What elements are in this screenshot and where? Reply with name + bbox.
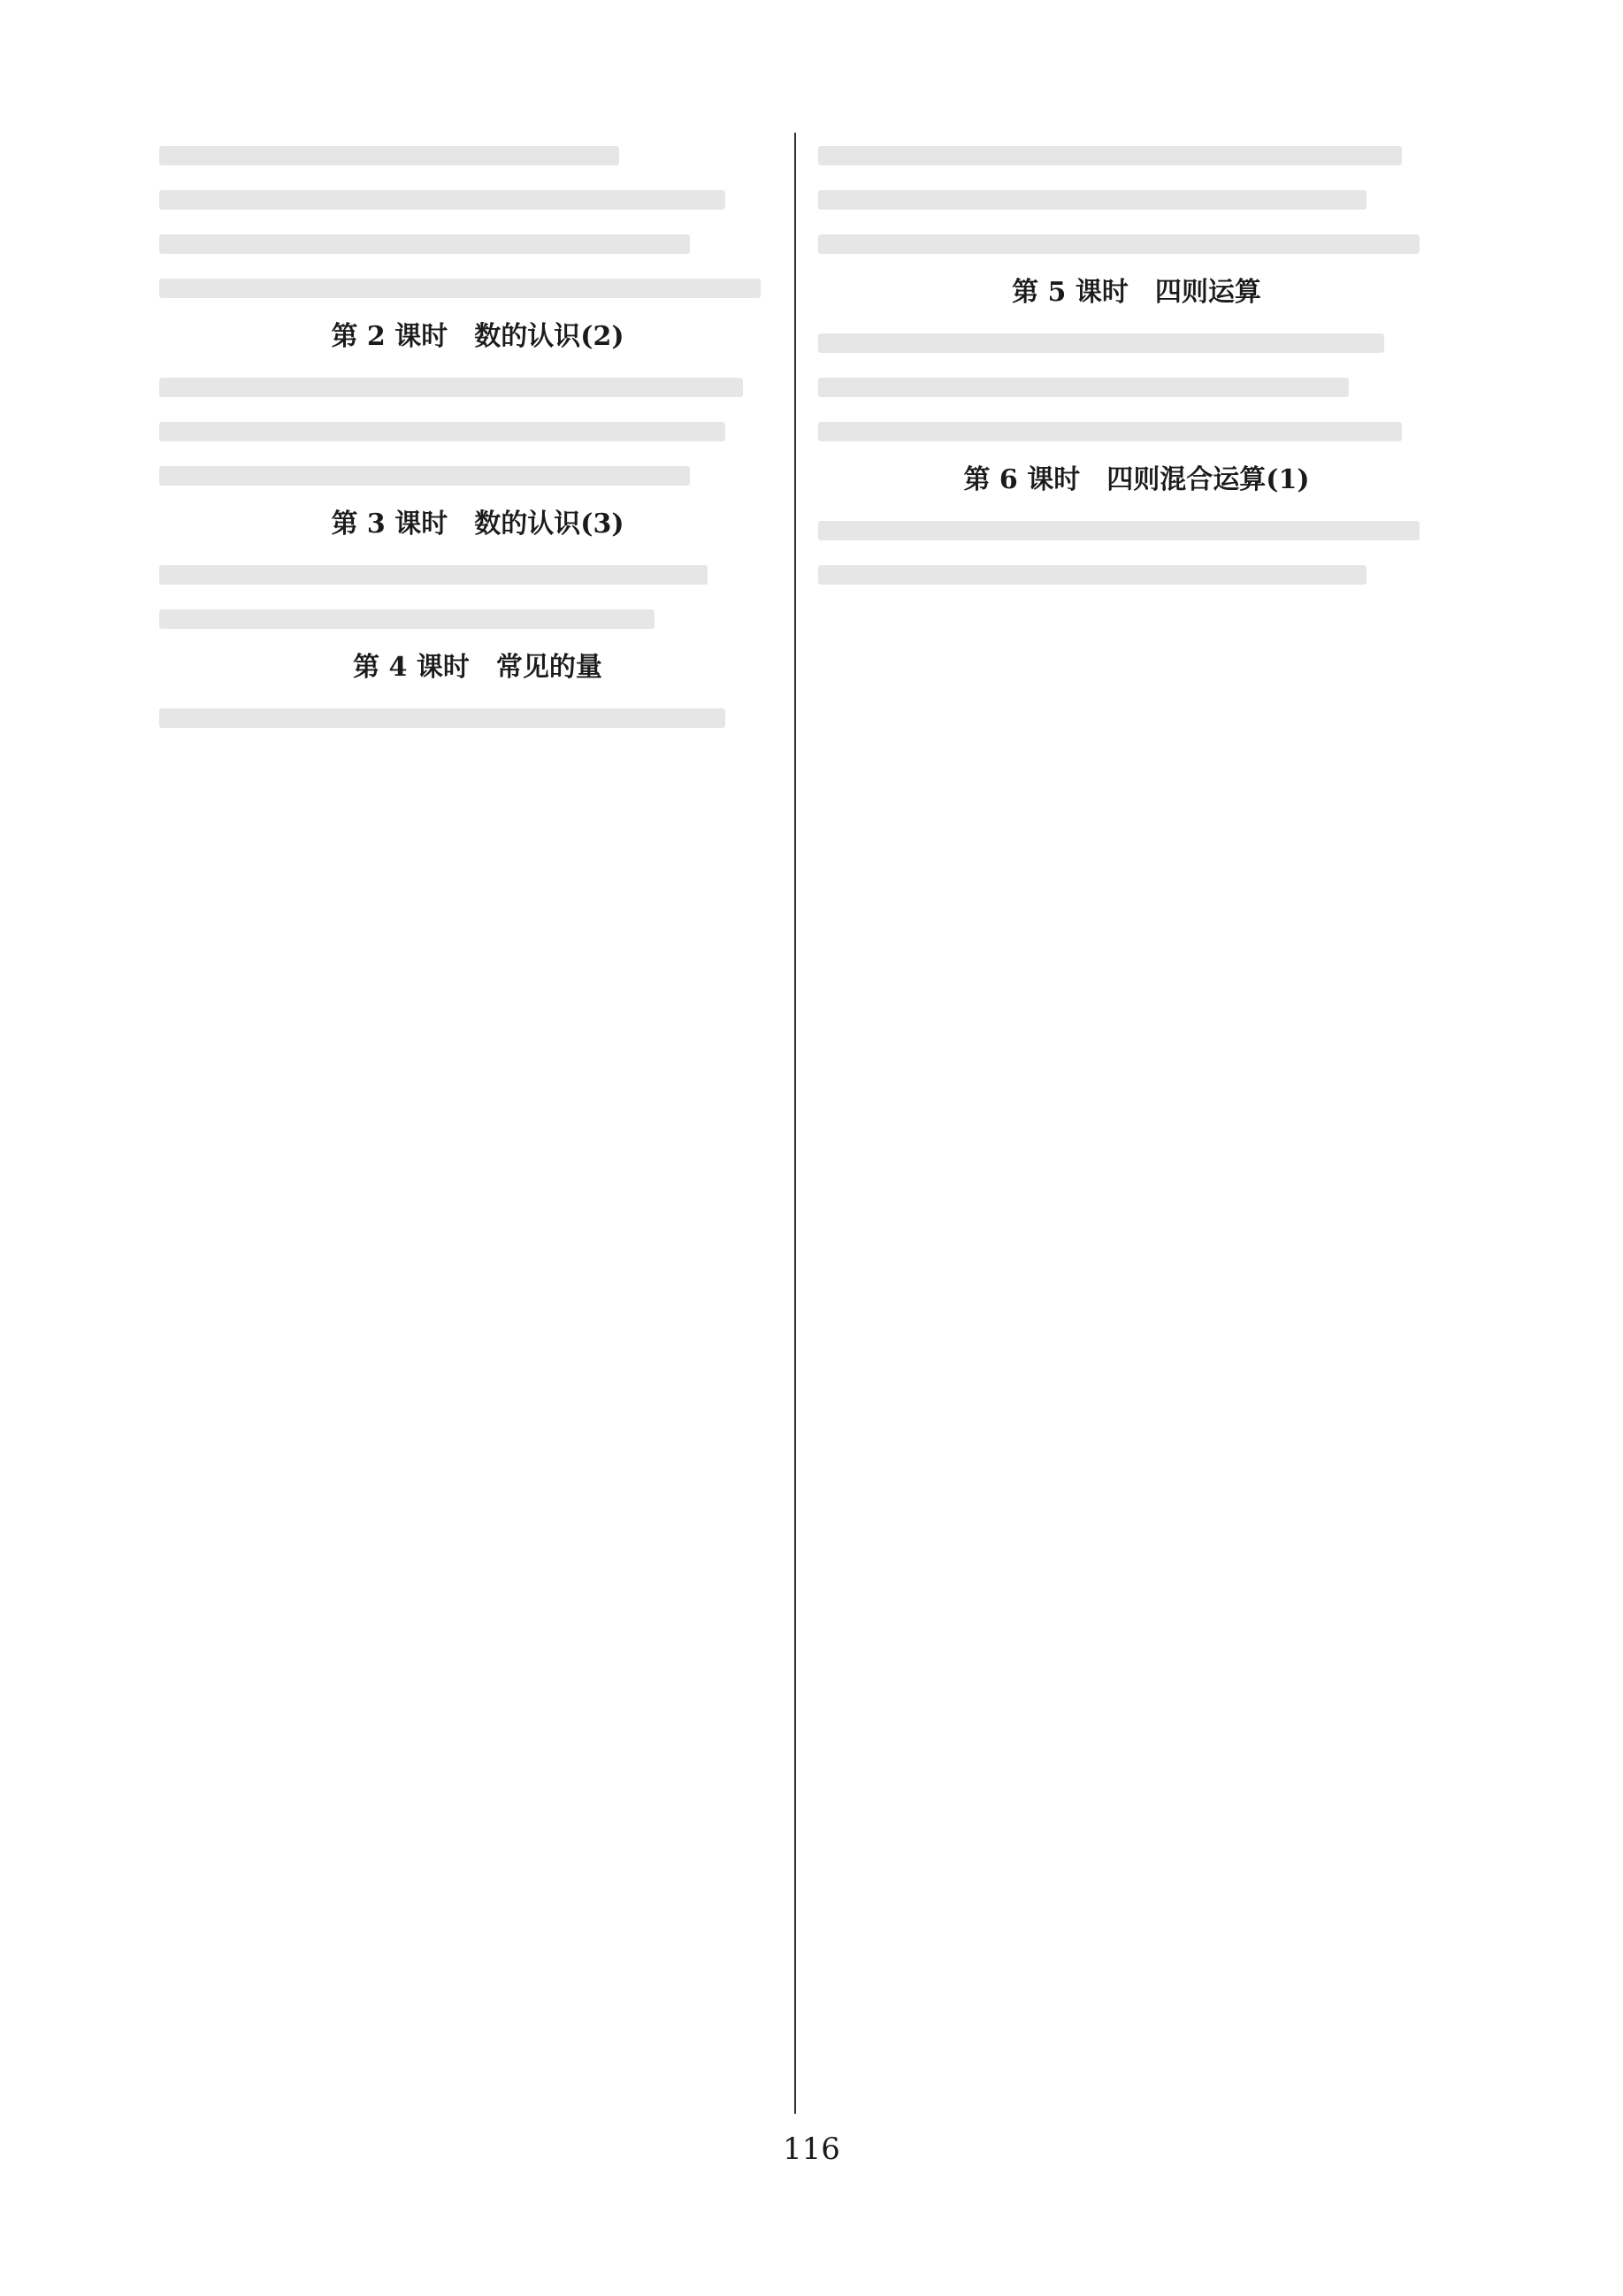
right-column — [818, 133, 1455, 596]
answer-line — [159, 552, 796, 596]
answer-line — [818, 320, 1455, 364]
answer-line — [818, 409, 1455, 453]
section-heading: 第 2 课时 数的认识(2) — [331, 321, 624, 352]
answer-line — [818, 508, 1455, 552]
section-heading: 第 4 课时 常见的量 — [353, 652, 602, 683]
answer-line — [159, 453, 796, 497]
answer-line — [818, 133, 1455, 177]
answer-line — [159, 596, 796, 640]
answer-line — [159, 695, 796, 739]
answer-line — [159, 364, 796, 409]
section-heading: 第 5 课时 四则运算 — [1012, 277, 1261, 308]
answer-line — [159, 221, 796, 265]
answer-line — [818, 552, 1455, 596]
left-column — [159, 133, 796, 739]
answer-line — [818, 221, 1455, 265]
answer-line — [159, 409, 796, 453]
answer-line — [818, 177, 1455, 221]
answer-line — [159, 177, 796, 221]
page-number: 116 — [783, 2131, 840, 2167]
answer-line — [159, 133, 796, 177]
section-heading: 第 3 课时 数的认识(3) — [331, 509, 624, 540]
answer-line — [818, 364, 1455, 409]
section-heading: 第 6 课时 四则混合运算(1) — [963, 464, 1310, 495]
answer-line — [159, 265, 796, 310]
